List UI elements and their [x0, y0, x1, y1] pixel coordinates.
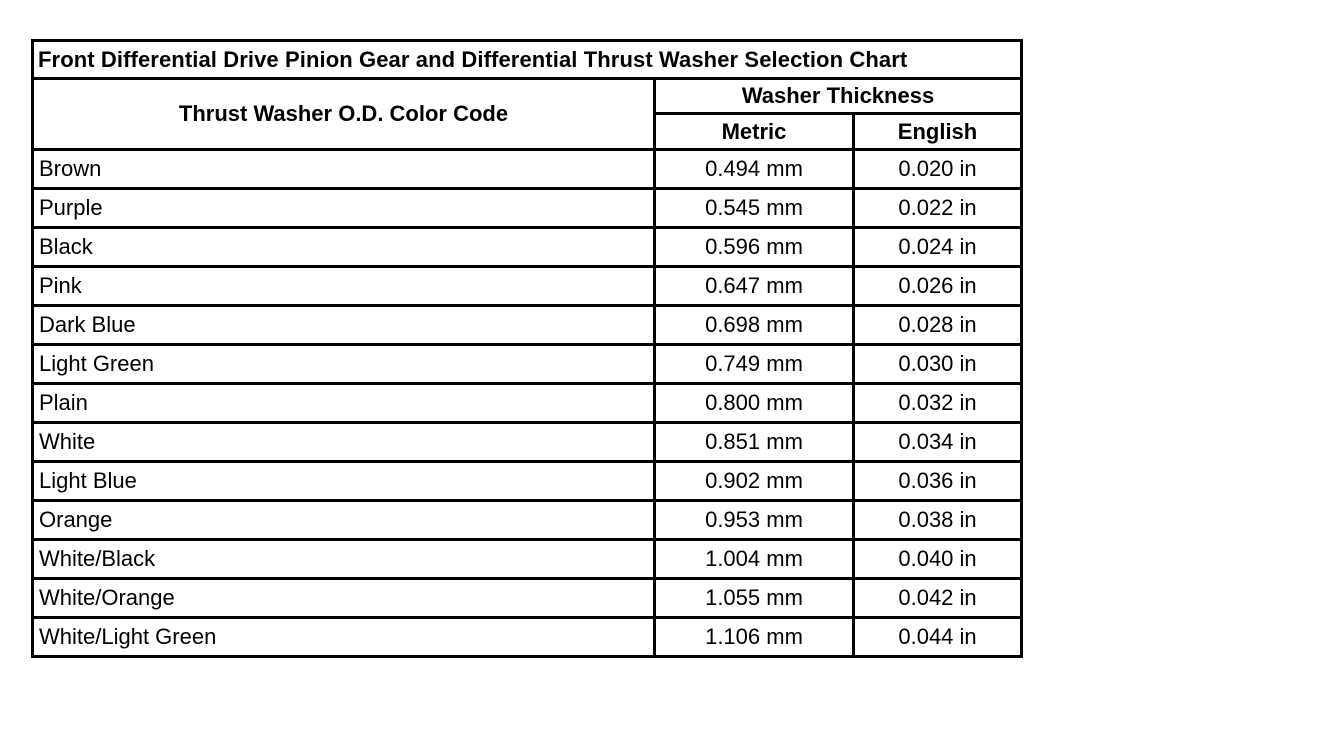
metric-cell: 0.902 mm — [655, 462, 854, 501]
color-cell: Purple — [33, 189, 655, 228]
color-cell: Brown — [33, 150, 655, 189]
washer-thickness-header: Washer Thickness — [655, 79, 1022, 114]
metric-cell: 0.851 mm — [655, 423, 854, 462]
table-row — [33, 423, 1022, 462]
metric-cell: 1.106 mm — [655, 618, 854, 657]
metric-cell: 0.800 mm — [655, 384, 854, 423]
table-row — [33, 189, 1022, 228]
english-cell: 0.040 in — [854, 540, 1022, 579]
table-row — [33, 579, 1022, 618]
english-cell: 0.020 in — [854, 150, 1022, 189]
color-cell: Pink — [33, 267, 655, 306]
english-cell: 0.030 in — [854, 345, 1022, 384]
table-row — [33, 228, 1022, 267]
english-cell: 0.026 in — [854, 267, 1022, 306]
color-cell: Dark Blue — [33, 306, 655, 345]
metric-cell: 0.596 mm — [655, 228, 854, 267]
chart-title: Front Differential Drive Pinion Gear and Differential Thrust Washer Selection Chart — [33, 41, 1022, 79]
english-cell: 0.032 in — [854, 384, 1022, 423]
metric-cell: 1.055 mm — [655, 579, 854, 618]
english-cell: 0.028 in — [854, 306, 1022, 345]
table-row — [33, 384, 1022, 423]
english-cell: 0.022 in — [854, 189, 1022, 228]
color-cell: White/Orange — [33, 579, 655, 618]
color-cell: Light Blue — [33, 462, 655, 501]
table-row — [33, 618, 1022, 657]
metric-cell: 0.494 mm — [655, 150, 854, 189]
english-cell: 0.044 in — [854, 618, 1022, 657]
english-cell: 0.034 in — [854, 423, 1022, 462]
metric-cell: 0.953 mm — [655, 501, 854, 540]
color-cell: White/Black — [33, 540, 655, 579]
english-cell: 0.042 in — [854, 579, 1022, 618]
english-header: English — [854, 114, 1022, 150]
color-cell: White/Light Green — [33, 618, 655, 657]
color-code-header: Thrust Washer O.D. Color Code — [33, 79, 655, 150]
metric-cell: 0.545 mm — [655, 189, 854, 228]
table-row — [33, 501, 1022, 540]
color-cell: Black — [33, 228, 655, 267]
english-cell: 0.038 in — [854, 501, 1022, 540]
english-cell: 0.036 in — [854, 462, 1022, 501]
table-row — [33, 345, 1022, 384]
color-cell: White — [33, 423, 655, 462]
metric-header: Metric — [655, 114, 854, 150]
metric-cell: 0.749 mm — [655, 345, 854, 384]
color-cell: Plain — [33, 384, 655, 423]
table-row — [33, 306, 1022, 345]
english-cell: 0.024 in — [854, 228, 1022, 267]
table-row — [33, 540, 1022, 579]
table-row — [33, 150, 1022, 189]
table-row — [33, 462, 1022, 501]
color-cell: Orange — [33, 501, 655, 540]
metric-cell: 1.004 mm — [655, 540, 854, 579]
metric-cell: 0.698 mm — [655, 306, 854, 345]
metric-cell: 0.647 mm — [655, 267, 854, 306]
washer-selection-table — [31, 39, 1023, 658]
color-cell: Light Green — [33, 345, 655, 384]
table-row — [33, 267, 1022, 306]
